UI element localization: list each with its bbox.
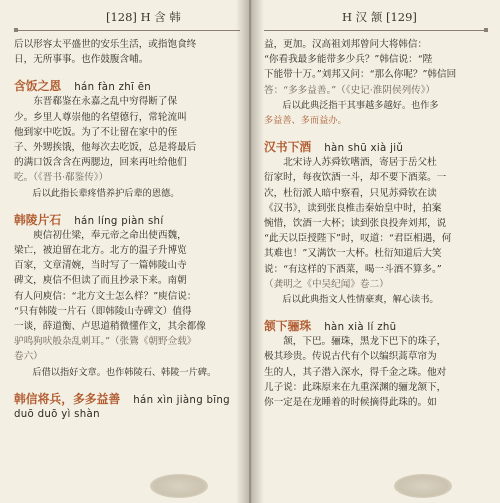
header-rule-mark <box>14 28 18 32</box>
entry-body-line: 一谈，薛道衡、卢思道稍微懂作文，其余都像 <box>14 321 206 333</box>
entry-body-line: “此天以臣授陛下”时，叹道：“君臣相遇，何 <box>264 233 452 245</box>
entry-headline <box>14 75 240 94</box>
entry-usage-note: 后借以指好文章。也作韩陵石、韩陵一片碑。 <box>32 366 217 378</box>
entry-body-line: 北宋诗人苏舜钦嗜酒，寄居于岳父杜 <box>283 157 437 169</box>
entry-headword: 颔下骊珠 <box>264 319 312 334</box>
entry-pinyin: hàn shū xià jiǔ <box>324 143 404 155</box>
left-intro-line: 日，无所事事。也作鼓腹含哺。 <box>14 54 149 66</box>
entry-headline <box>14 209 240 228</box>
header-rule-mark <box>484 28 488 32</box>
entry-headline <box>264 315 488 334</box>
entry-source-line: 卷六） <box>14 351 43 363</box>
entry-body-line: 惋惜，饮酒一大杯；读到张良投奔刘邦，说 <box>264 218 447 230</box>
right-running-head: H 汉 颔 [129] <box>342 10 417 24</box>
entry-body-line: 子、外甥挨饿，他每次去吃饭，总是将最后 <box>14 142 197 154</box>
entry-headword: 韩陵片石 <box>14 212 62 227</box>
right-intro-line: 益，更加。汉高祖刘邦曾问大将韩信： <box>264 39 428 50</box>
entry-headword: 汉书下酒 <box>264 140 312 155</box>
entry-body-line: 碑文，庾信不但读了而且抄录下来。南朝 <box>14 275 187 287</box>
entry-body-line: 的满口饭含含在两腮边，回来再吐给他们 <box>14 157 187 169</box>
entry-source-line: 吃。（《晋书·郗鉴传》） <box>14 172 109 184</box>
right-intro-note-variants: 多益善、多而益办。 <box>264 115 347 127</box>
entry-headline <box>264 136 488 155</box>
entry-usage-note: 后以此指长辈疼惜养护后辈的恩德。 <box>32 187 180 199</box>
entry-source-line: 驴鸣狗吠般杂乱刺耳。”（张鷟《朝野佥载》 <box>14 336 197 348</box>
book-gutter-shadow <box>236 0 264 503</box>
entry-pinyin: hán líng piàn shí <box>74 215 164 227</box>
entry-body-line: 颔，下巴。骊珠，黑龙下巴下的珠子， <box>283 336 447 348</box>
entry-body-line: 东晋郗鉴在永嘉之乱中穷得断了保 <box>33 96 178 108</box>
entry-body-line: 《汉书》，读到张良椎击秦始皇中时，拍案 <box>264 202 442 214</box>
entry-body-line: 他到家中吃饭。为了不让留在家中的侄 <box>14 126 178 138</box>
entry-body-line: 少。乡里人尊崇他的名望德行，常轮流叫 <box>14 111 187 123</box>
entry-body-line: 极其珍贵。传说古代有个以编织蒿草帘为 <box>264 351 437 363</box>
right-intro-line: “你看我最多能带多少兵？”韩信说：“陛 <box>264 54 433 66</box>
entry-body-line: 生的人，其子潜入深水，得千金之珠。他对 <box>264 366 447 378</box>
entry-body-line: 你一定是在龙睡着的时候摘得此珠的。如 <box>264 397 437 409</box>
entry-body-line: 百家，文章清婉，当时写了一篇韩陵山寺 <box>14 260 187 272</box>
left-intro-line: 后以形容太平盛世的安乐生活，或指饱食终 <box>14 39 197 50</box>
entry-body-line: 庾信初仕梁，奉元帝之命出使西魏， <box>33 229 187 241</box>
entry-pinyin: hán fàn zhī ēn <box>74 82 152 94</box>
entry-pinyin: hán xìn jiàng bīng <box>133 394 230 406</box>
entry-headword: 含饭之恩 <box>14 79 62 94</box>
entry-usage-note: 后以此典指文人性情豪爽，解心读书。 <box>282 294 439 306</box>
library-stamp-mark <box>150 474 208 498</box>
entry-body-line: “只有韩陵一片石（即韩陵山寺碑文）值得 <box>14 305 192 317</box>
right-intro-note: 后以此典泛指干其事越多越好。也作多 <box>282 99 439 111</box>
entry-body-line: 梁亡，被迫留在北方。北方的温子升博览 <box>14 245 187 257</box>
entry-source-line: （龚明之《中吴纪闻》卷二） <box>264 278 389 290</box>
entry-pinyin-continued: duō duō yì shàn <box>14 408 100 420</box>
entry-body-line: 衍家时，每夜饮酒一斗，却不要下酒菜。一 <box>264 172 447 184</box>
right-page <box>252 0 500 503</box>
right-intro-line: 下能带十万。”刘邦又问：“那么你呢？”韩信回 <box>264 69 457 81</box>
entry-body-line: 次，杜衍派人暗中察看，只见苏舜钦在读 <box>264 187 437 199</box>
right-page-header <box>264 6 488 31</box>
right-intro-line: 答：“多多益善。”（《史记·淮阴侯列传》） <box>264 84 436 96</box>
left-page-header <box>14 6 240 31</box>
entry-body-line: 有人问庾信：“北方文士怎么样？”庾信说： <box>14 290 197 302</box>
entry-body-line: 说：“有这样的下酒菜，喝一斗酒不算多。” <box>264 263 442 275</box>
library-stamp-mark <box>394 474 452 498</box>
entry-pinyin: hàn xià lí zhū <box>324 322 397 334</box>
entry-body-line: 儿子说：此珠原来在九重深渊的骊龙颔下， <box>264 381 447 393</box>
entry-body-line: 其难也！”又满饮一大杯。杜衍知道后大笑 <box>264 248 442 260</box>
entry-headline <box>14 388 240 420</box>
left-running-head: [128] H 含 韩 <box>106 10 181 24</box>
entry-headword: 韩信将兵，多多益善 <box>14 391 121 406</box>
